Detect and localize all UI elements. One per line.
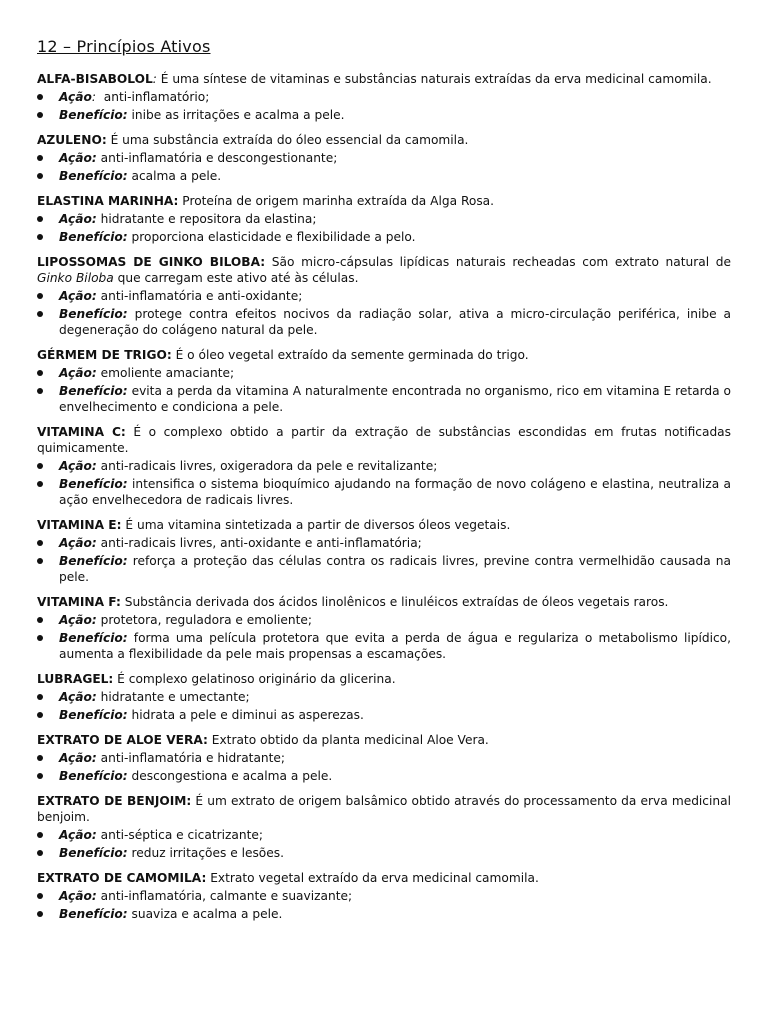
acao-text: anti-radicais livres, oxigeradora da pele e revitalizante; [96,459,438,473]
entry-alfa-bisabolol [37,71,731,123]
list-item-beneficio [37,707,731,723]
beneficio-text: reforça a proteção das células contra os radicais livres, previne contra vermelhidão causada na pele. [59,554,731,584]
acao-text: anti-inflamatória e descongestionante; [96,151,338,165]
definition-italic-text: Ginko Biloba [37,271,114,285]
list-item-acao [37,211,731,227]
list-item-beneficio [37,476,731,508]
definition-text: É um extrato de origem balsâmico obtido através do processamento da erva medicinal benjoim. [37,794,731,824]
entry-vitamina-f [37,594,731,662]
bullet-icon [37,893,43,899]
bullet-icon [37,94,43,100]
bullet-icon [37,388,43,394]
list-item-beneficio [37,383,731,415]
definition-text: Substância derivada dos ácidos linolênicos e linuléicos extraídas de óleos vegetais raros. [120,595,669,609]
bullet-icon [37,234,43,240]
list-item-acao [37,458,731,474]
entry-definition [37,671,731,687]
beneficio-label: Benefício: [59,230,128,244]
definition-text: É complexo gelatinoso originário da glicerina. [113,672,396,686]
entry-lubragel [37,671,731,723]
acao-label: Ação: [59,613,97,627]
bullet-icon [37,755,43,761]
bullet-icon [37,173,43,179]
acao-text: anti-radicais livres, anti-oxidante e anti-inflamatória; [96,536,422,550]
list-item-acao [37,288,731,304]
beneficio-label: Benefício: [59,846,128,860]
section-title: 12 – Princípios Ativos [37,37,211,56]
entry-term: ALFA-BISABOLOL [37,72,153,86]
acao-label: Ação: [59,889,97,903]
definition-text: É uma substância extraída do óleo essencial da camomila. [106,133,469,147]
bullet-list [37,750,731,784]
entry-definition [37,254,731,286]
acao-label: Ação: [59,459,97,473]
acao-label: Ação: [59,828,97,842]
entry-lipossomas-ginko-biloba [37,254,731,338]
beneficio-text: protege contra efeitos nocivos da radiação solar, ativa a micro-circulação periférica, inibe a degeneração do colágeno natural da pele. [59,307,731,337]
beneficio-text: suaviza e acalma a pele. [127,907,283,921]
bullet-list [37,458,731,508]
definition-text: Proteína de origem marinha extraída da Alga Rosa. [178,194,495,208]
entry-extrato-aloe-vera [37,732,731,784]
list-item-acao [37,612,731,628]
acao-label: Ação [59,90,92,104]
beneficio-text: hidrata a pele e diminui as asperezas. [127,708,364,722]
bullet-icon [37,481,43,487]
acao-label: Ação: [59,690,97,704]
acao-label: Ação: [59,536,97,550]
entry-term: VITAMINA E: [37,518,122,532]
bullet-list [37,827,731,861]
acao-label: Ação: [59,366,97,380]
acao-text: anti-inflamatória, calmante e suavizante; [96,889,353,903]
bullet-icon [37,617,43,623]
entry-term: EXTRATO DE BENJOIM: [37,794,192,808]
list-item-beneficio [37,306,731,338]
bullet-icon [37,773,43,779]
beneficio-label: Benefício: [59,631,128,645]
beneficio-text: intensifica o sistema bioquímico ajudando na formação de novo colágeno e elastina, neutraliza a ação envelhecedora de radicais livres. [59,477,731,507]
entry-term: LIPOSSOMAS DE GINKO BILOBA: [37,255,266,269]
list-item-beneficio [37,906,731,922]
bullet-icon [37,216,43,222]
entry-germem-de-trigo [37,347,731,415]
list-item-beneficio [37,553,731,585]
beneficio-text: forma uma película protetora que evita a perda de água e regulariza o metabolismo lipídico, aumenta a flexibilidade da pele mais propensas a escamações. [59,631,731,661]
bullet-icon [37,694,43,700]
acao-text: emoliente amaciante; [96,366,235,380]
list-item-acao [37,150,731,166]
acao-text: hidratante e umectante; [96,690,250,704]
entry-term: AZULENO: [37,133,107,147]
list-item-acao [37,535,731,551]
beneficio-text: reduz irritações e lesões. [127,846,284,860]
bullet-list [37,612,731,662]
beneficio-text: descongestiona e acalma a pele. [127,769,333,783]
entry-vitamina-c [37,424,731,508]
bullet-list [37,689,731,723]
entry-definition [37,732,731,748]
bullet-list [37,89,731,123]
list-item-beneficio [37,630,731,662]
acao-label: Ação: [59,289,97,303]
beneficio-label: Benefício: [59,708,128,722]
list-item-acao [37,827,731,843]
entry-term: LUBRAGEL: [37,672,114,686]
beneficio-text: acalma a pele. [127,169,222,183]
acao-label: Ação: [59,212,97,226]
list-item-beneficio [37,168,731,184]
bullet-icon [37,155,43,161]
beneficio-label: Benefício: [59,769,128,783]
beneficio-label: Benefício: [59,108,128,122]
bullet-icon [37,911,43,917]
beneficio-label: Benefício: [59,907,128,921]
acao-label: Ação: [59,151,97,165]
acao-text: hidratante e repositora da elastina; [96,212,317,226]
bullet-icon [37,112,43,118]
bullet-list [37,288,731,338]
entry-extrato-benjoim [37,793,731,861]
list-item-acao [37,365,731,381]
acao-separator: : [91,90,96,104]
entry-definition [37,132,731,148]
bullet-list [37,535,731,585]
entry-definition [37,870,731,886]
beneficio-label: Benefício: [59,477,128,491]
entry-term: GÉRMEM DE TRIGO: [37,348,172,362]
beneficio-text: inibe as irritações e acalma a pele. [127,108,345,122]
entry-definition [37,424,731,456]
term-suffix: : [152,72,157,86]
acao-text: anti-inflamatório; [96,90,210,104]
entry-definition [37,594,731,610]
definition-text: Extrato obtido da planta medicinal Aloe Vera. [207,733,489,747]
acao-text: anti-inflamatória e hidratante; [96,751,286,765]
list-item-beneficio [37,845,731,861]
entry-azuleno [37,132,731,184]
list-item-acao [37,750,731,766]
bullet-icon [37,558,43,564]
definition-text: É uma vitamina sintetizada a partir de diversos óleos vegetais. [121,518,511,532]
acao-text: protetora, reguladora e emoliente; [96,613,312,627]
list-item-beneficio [37,229,731,245]
entry-definition [37,347,731,363]
beneficio-text: evita a perda da vitamina A naturalmente encontrada no organismo, rico em vitamina E retarda o envelhecimento e condiciona a pele. [59,384,731,414]
entry-term: VITAMINA C: [37,425,126,439]
list-item-beneficio [37,768,731,784]
acao-text: anti-inflamatória e anti-oxidante; [96,289,303,303]
entry-definition [37,517,731,533]
entry-definition [37,793,731,825]
entry-term: EXTRATO DE ALOE VERA: [37,733,208,747]
bullet-icon [37,370,43,376]
entry-term: VITAMINA F: [37,595,121,609]
entry-term: ELASTINA MARINHA: [37,194,179,208]
definition-text: É o complexo obtido a partir da extração de substâncias escondidas em frutas notificadas quimicamente. [37,425,731,455]
entry-vitamina-e [37,517,731,585]
bullet-list [37,150,731,184]
list-item-beneficio [37,107,731,123]
entry-elastina-marinha [37,193,731,245]
definition-text: É uma síntese de vitaminas e substâncias naturais extraídas da erva medicinal camomila. [156,72,712,86]
bullet-icon [37,540,43,546]
entry-definition [37,193,731,209]
bullet-icon [37,712,43,718]
beneficio-label: Benefício: [59,307,128,321]
beneficio-label: Benefício: [59,384,128,398]
bullet-icon [37,463,43,469]
bullet-list [37,888,731,922]
beneficio-text: proporciona elasticidade e flexibilidade a pelo. [127,230,416,244]
entry-term: EXTRATO DE CAMOMILA: [37,871,207,885]
bullet-icon [37,293,43,299]
entry-extrato-camomila [37,870,731,922]
list-item-acao [37,689,731,705]
list-item-acao [37,888,731,904]
bullet-list [37,211,731,245]
definition-text: Extrato vegetal extraído da erva medicinal camomila. [206,871,539,885]
beneficio-label: Benefício: [59,169,128,183]
definition-text: É o óleo vegetal extraído da semente germinada do trigo. [171,348,529,362]
definition-text: São micro-cápsulas lipídicas naturais recheadas com extrato natural de [265,255,731,269]
acao-text: anti-séptica e cicatrizante; [96,828,263,842]
definition-text: que carregam este ativo até às células. [113,271,359,285]
entry-definition [37,71,731,87]
bullet-icon [37,311,43,317]
beneficio-label: Benefício: [59,554,128,568]
bullet-list [37,365,731,415]
bullet-icon [37,635,43,641]
acao-label: Ação: [59,751,97,765]
bullet-icon [37,850,43,856]
list-item-acao [37,89,731,105]
bullet-icon [37,832,43,838]
